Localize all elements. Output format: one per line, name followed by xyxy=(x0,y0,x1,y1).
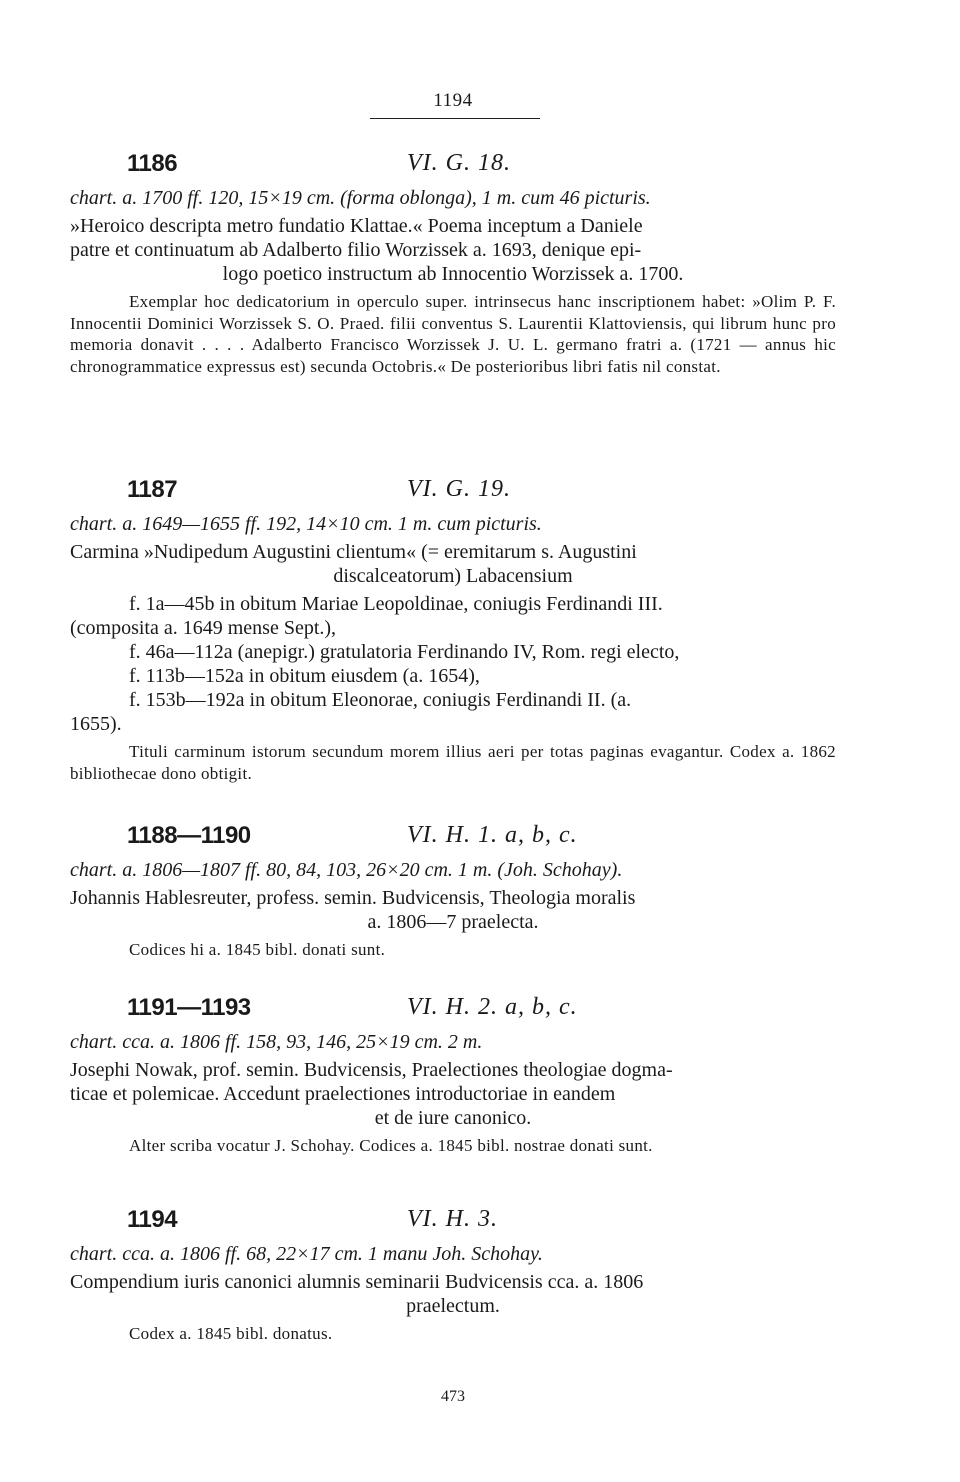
footer-page-number: 473 xyxy=(441,1388,465,1405)
catalogue-entry xyxy=(70,476,836,784)
contents-list xyxy=(70,592,836,736)
catalogue-page xyxy=(70,0,836,1482)
shelf-signature: VI. G. 19. xyxy=(407,476,511,502)
contents-item: f. 153b—192a in obitum Eleonorae, coniugis Ferdinandi II. (a. xyxy=(129,689,632,711)
title-line: Compendium iuris canonici alumnis seminarii Budvicensis cca. a. 1806 xyxy=(70,1271,644,1293)
title-line: Carmina »Nudipedum Augustini clientum« (= eremitarum s. Augustini xyxy=(70,541,637,563)
entry-title xyxy=(70,1058,836,1130)
shelf-signature: VI. H. 3. xyxy=(407,1206,498,1232)
title-line: »Heroico descripta metro fundatio Klattae.« Poema inceptum a Daniele xyxy=(70,215,643,237)
catalogue-entry xyxy=(70,994,836,1157)
page-footer xyxy=(70,1388,836,1406)
page-header xyxy=(70,90,836,112)
entry-number: 1194 xyxy=(127,1206,178,1233)
entry-title xyxy=(70,214,836,286)
physical-description: chart. a. 1700 ff. 120, 15×19 cm. (forma oblonga), 1 m. cum 46 picturis. xyxy=(70,187,651,209)
title-line: a. 1806—7 praelecta. xyxy=(367,911,539,933)
entry-title xyxy=(70,886,836,934)
shelf-signature: VI. G. 18. xyxy=(407,150,511,176)
catalogue-entry xyxy=(70,1206,836,1345)
physical-description: chart. a. 1649—1655 ff. 192, 14×10 cm. 1 m. cum picturis. xyxy=(70,513,542,535)
title-line: patre et continuatum ab Adalberto filio Worzissek a. 1693, denique epi- xyxy=(70,239,642,261)
entry-note: Tituli carminum istorum secundum morem illius aeri per totas paginas evagantur. Codex a. 1862 bibliothecae dono obtigit. xyxy=(70,742,836,783)
entry-note: Exemplar hoc dedicatorium in operculo super. intrinsecus hanc inscriptionem habet: »Olim P. F. Innocentii Dominici Worzissek S. O. Praed. filii conventus S. Laurentii Klattoviensis, qui librum hunc pro memoria donavit . . . . Adalberto Francisco Worzissek J. U. L. germano fratri a. (1721 — annus hic chronogrammatice expressus est) secunda Octobris.« De posterioribus libri fatis nil constat. xyxy=(70,292,836,376)
contents-item: f. 113b—152a in obitum eiusdem (a. 1654), xyxy=(129,665,480,687)
contents-item: (composita a. 1649 mense Sept.), xyxy=(70,617,337,639)
title-line: discalceatorum) Labacensium xyxy=(333,565,573,587)
page-number: 1194 xyxy=(433,90,473,111)
entry-title xyxy=(70,1270,836,1318)
contents-item: 1655). xyxy=(70,713,122,735)
title-line: logo poetico instructum ab Innocentio Worzissek a. 1700. xyxy=(222,263,684,285)
title-line: praelectum. xyxy=(406,1295,500,1317)
shelf-signature: VI. H. 2. a, b, c. xyxy=(407,994,578,1020)
catalogue-entry xyxy=(70,822,836,961)
catalogue-entry xyxy=(70,150,836,377)
contents-item: f. 46a—112a (anepigr.) gratulatoria Ferdinando IV, Rom. regi electo, xyxy=(129,641,680,663)
entry-note: Alter scriba vocatur J. Schohay. Codices a. 1845 bibl. nostrae donati sunt. xyxy=(129,1136,653,1155)
title-line: Josephi Nowak, prof. semin. Budvicensis, Praelectiones theologiae dogma- xyxy=(70,1059,673,1081)
entry-number: 1186 xyxy=(127,150,178,177)
physical-description: chart. cca. a. 1806 ff. 68, 22×17 cm. 1 manu Joh. Schohay. xyxy=(70,1243,543,1265)
entry-note: Codex a. 1845 bibl. donatus. xyxy=(129,1324,333,1343)
entry-number: 1188—1190 xyxy=(127,822,251,849)
header-rule xyxy=(370,118,540,119)
entry-title xyxy=(70,540,836,588)
physical-description: chart. a. 1806—1807 ff. 80, 84, 103, 26×20 cm. 1 m. (Joh. Schohay). xyxy=(70,859,623,881)
shelf-signature: VI. H. 1. a, b, c. xyxy=(407,822,578,848)
entry-number: 1187 xyxy=(127,476,178,503)
entry-number: 1191—1193 xyxy=(127,994,251,1021)
title-line: et de iure canonico. xyxy=(374,1107,532,1129)
title-line: Johannis Hablesreuter, profess. semin. Budvicensis, Theologia moralis xyxy=(70,887,636,909)
contents-item: f. 1a—45b in obitum Mariae Leopoldinae, coniugis Ferdinandi III. xyxy=(129,593,663,615)
entry-note: Codices hi a. 1845 bibl. donati sunt. xyxy=(129,940,386,959)
title-line: ticae et polemicae. Accedunt praelectiones introductoriae in eandem xyxy=(70,1083,616,1105)
physical-description: chart. cca. a. 1806 ff. 158, 93, 146, 25×19 cm. 2 m. xyxy=(70,1031,483,1053)
